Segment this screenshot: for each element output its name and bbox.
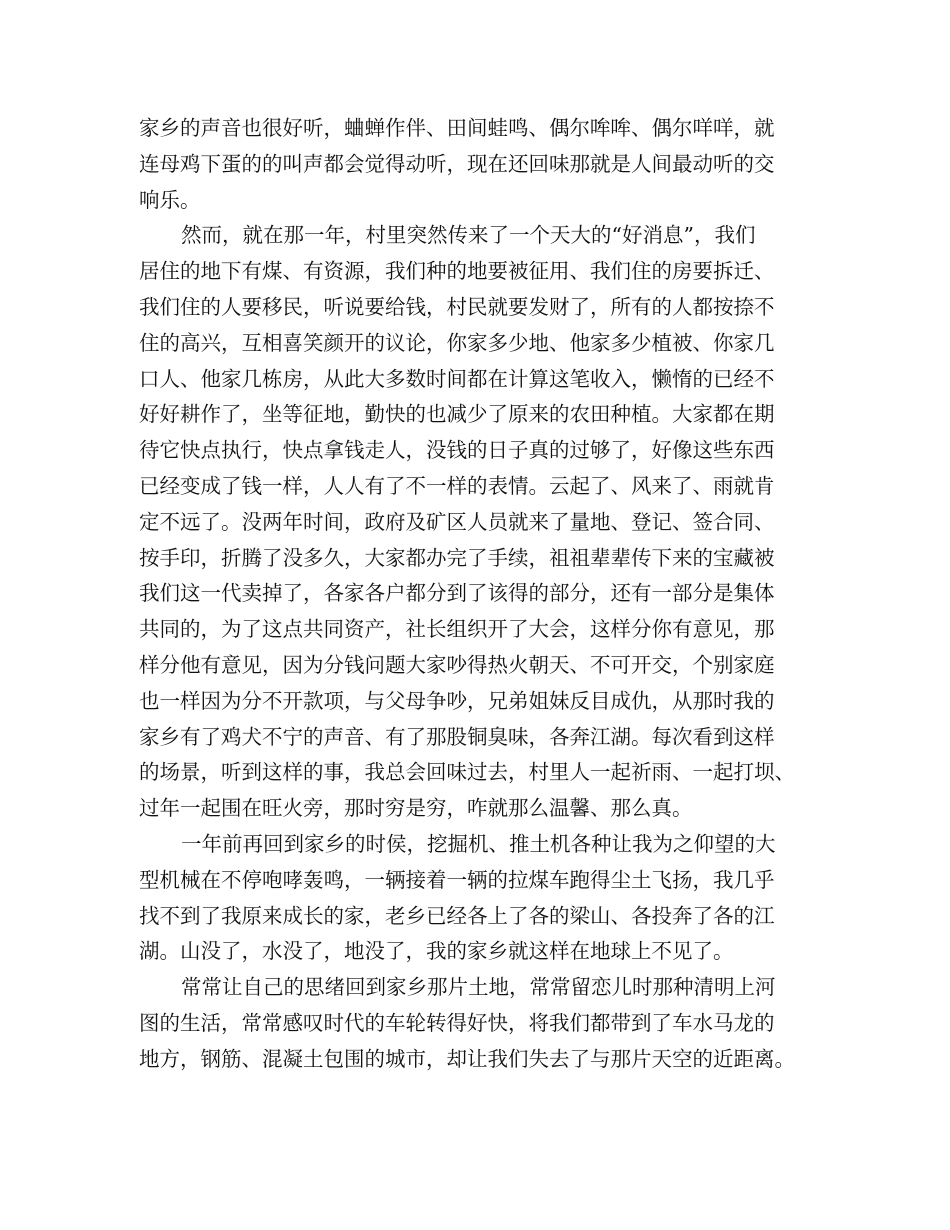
paragraph-start-line: 常常让自己的思绪回到家乡那片土地，常常留恋儿时那种清明上河	[181, 975, 776, 1000]
text-line: 已经变成了钱一样，人人有了不一样的表情。云起了、风来了、雨就肯	[139, 473, 775, 498]
text-line: 的场景，听到这样的事，我总会回味过去，村里人一起祈雨、一起打坝、	[139, 760, 795, 785]
text-line: 我们这一代卖掉了，各家各户都分到了该得的部分，还有一部分是集体	[139, 581, 775, 606]
text-line: 我们住的人要移民，听说要给钱，村民就要发财了，所有的人都按捺不	[139, 294, 775, 319]
text-line: 也一样因为分不开款项，与父母争吵，兄弟姐妹反目成仇，从那时我的	[139, 688, 775, 713]
text-line: 居住的地下有煤、有资源，我们种的地要被征用、我们住的房要拆迁、	[139, 259, 775, 284]
text-line: 定不远了。没两年时间，政府及矿区人员就来了量地、登记、签合同、	[139, 509, 775, 534]
text-line: 口人、他家几栋房，从此大多数时间都在计算这笔收入，懒惰的已经不	[139, 366, 775, 391]
text-line: 按手印，折腾了没多久，大家都办完了手续，祖祖辈辈传下来的宝藏被	[139, 545, 775, 570]
text-line: 家乡有了鸡犬不宁的声音、有了那股铜臭味，各奔江湖。每次看到这样	[139, 724, 775, 749]
text-line: 待它快点执行，快点拿钱走人，没钱的日子真的过够了，好像这些东西	[139, 438, 775, 463]
text-line: 湖。山没了，水没了，地没了，我的家乡就这样在地球上不见了。	[139, 939, 734, 964]
text-line: 型机械在不停咆哮轰鸣，一辆接着一辆的拉煤车跑得尘土飞扬，我几乎	[139, 867, 775, 892]
text-line: 找不到了我原来成长的家，老乡已经各上了各的梁山、各投奔了各的江	[139, 903, 775, 928]
text-line: 家乡的声音也很好听，蛐蝉作伴、田间蛙鸣、偶尔哞哞、偶尔咩咩，就	[139, 116, 775, 140]
text-line: 好好耕作了，坐等征地，勤快的也减少了原来的农田种植。大家都在期	[139, 402, 775, 427]
text-line: 过年一起围在旺火旁，那时穷是穷，咋就那么温馨、那么真。	[139, 796, 693, 821]
paragraph-start-line: 然而，就在那一年，村里突然传来了一个天大的“好消息”，我们	[181, 223, 756, 248]
paragraph-start-line: 一年前再回到家乡的时侯，挖掘机、推土机各种让我为之仰望的大	[181, 831, 776, 856]
text-line: 共同的，为了这点共同资产，社长组织开了大会，这样分你有意见，那	[139, 617, 775, 642]
text-line: 连母鸡下蛋的的叫声都会觉得动听，现在还回味那就是人间最动听的交	[139, 151, 775, 176]
text-line: 地方，钢筋、混凝土包围的城市，却让我们失去了与那片天空的近距离。	[139, 1046, 795, 1071]
text-line: 响乐。	[139, 187, 201, 212]
text-line: 住的高兴，互相喜笑颜开的议论，你家多少地、他家多少植被、你家几	[139, 330, 775, 355]
text-line: 图的生活，常常感叹时代的车轮转得好快，将我们都带到了车水马龙的	[139, 1010, 775, 1035]
text-line: 样分他有意见，因为分钱问题大家吵得热火朝天、不可开交，个别家庭	[139, 652, 775, 677]
body-text	[139, 111, 839, 1078]
